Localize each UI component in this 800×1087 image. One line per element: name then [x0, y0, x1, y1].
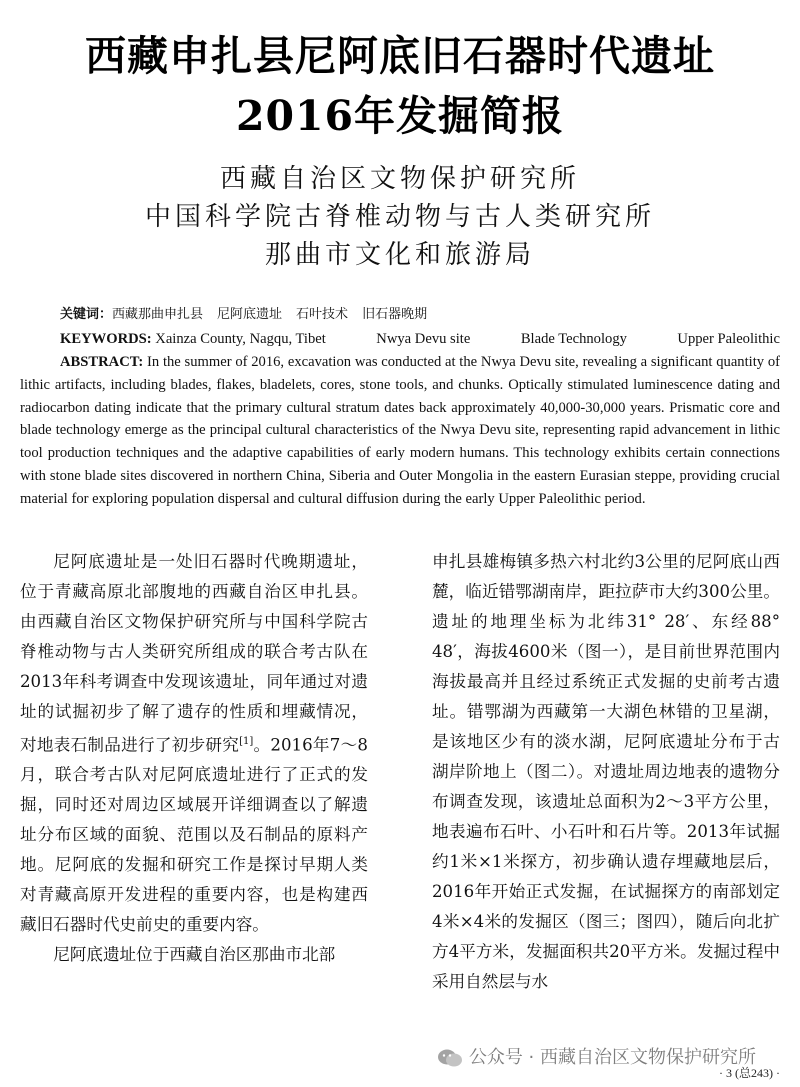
body-paragraph	[20, 547, 368, 941]
abstract-label: ABSTRACT:	[60, 354, 144, 370]
body-paragraph	[20, 940, 368, 970]
body-paragraph	[432, 547, 780, 997]
keywords-zh-label: 关键词：	[60, 307, 113, 322]
page-footer	[20, 1041, 780, 1081]
title-line-2: 2016年发掘简报	[235, 92, 565, 140]
keywords-en-label: KEYWORDS:	[60, 331, 152, 347]
keyword-en-item: Nwya Devu site	[376, 331, 471, 347]
keyword-zh-item: 尼阿底遗址	[217, 307, 283, 322]
abstract	[20, 351, 780, 511]
page-number: · 3 (总243) ·	[719, 1066, 780, 1080]
keywords-english	[20, 328, 780, 350]
body-text: 。2016年7～8月，联合考古队对尼阿底遗址进行了正式的发掘，同时还对周边区域展开详细调查以了解遗址分布区域的面貌、范围以及石制品的原料产地。尼阿底的发掘和研究工作是探讨早期人类对青藏高原开发进程的重要内容，也是构建西藏旧石器时代史前史的重要内容。	[20, 735, 368, 935]
keyword-en-first	[60, 328, 326, 350]
paper-title	[20, 0, 780, 146]
institution-3: 那曲市文化和旅游局	[264, 240, 535, 270]
body-text: 尼阿底遗址是一处旧石器时代晚期遗址，位于青藏高原北部腹地的西藏自治区申扎县。由西藏自治区文物保护研究所与中国科学院古脊椎动物与古人类研究所组成的联合考古队在2013年科考调查中发现该遗址，同年通过对遗址的试掘初步了解了遗存的性质和埋藏情况，对地表石制品进行了初步研究	[20, 551, 368, 755]
keywords-chinese	[20, 304, 780, 326]
wechat-icon	[437, 1048, 463, 1068]
title-line-1: 西藏申扎县尼阿底旧石器时代遗址	[85, 32, 715, 80]
watermark	[437, 1043, 756, 1069]
author-institutions	[20, 160, 780, 274]
keyword-en-item: Upper Paleolithic	[677, 331, 780, 347]
institution-1: 西藏自治区文物保护研究所	[219, 164, 580, 194]
keyword-zh-item: 西藏那曲申扎县	[112, 307, 204, 322]
keyword-en-item: Blade Technology	[520, 331, 627, 347]
body-text: 申扎县雄梅镇多热六村北约3公里的尼阿底山西麓，临近错鄂湖南岸，距拉萨市大约300公里。遗址的地理坐标为北纬31° 28′、东经88° 48′，海拔4600米（图一），是目前世界范围内海拔最高并且经过系统正式发掘的史前考古遗址。错鄂湖为西藏第一大湖色林错的卫星湖，是该地区少有的淡水湖，尼阿底遗址分布于古湖岸阶地上（图二）。对遗址周边地表的遗物分布调查发现，该遗址总面积为2～3平方公里，地表遍布石叶、小石叶和石片等。2013年试掘约1米×1米探方，初步确认遗存埋藏地层后，2016年开始正式发掘，在试掘探方的南部划定4米×4米的发掘区（图三；图四），随后向北扩方4平方米，发掘面积共20平方米。发掘过程中采用自然层与水	[432, 551, 780, 991]
keyword-en-item: Xainza County, Nagqu, Tibet	[155, 331, 326, 347]
body-columns	[20, 547, 780, 1017]
watermark-text: 公众号 · 西藏自治区文物保护研究所	[468, 1047, 756, 1068]
abstract-text: In the summer of 2016, excavation was conducted at the Nwya Devu site, revealing a significant quantity of lithic artifacts, including blades, flakes, bladelets, cores, stone tools, and chunks. Optically stimulated luminescence dating and radiocarbon dating indicate that the primary cultural stratum dates back approximately 40,000-30,000 years. Prismatic core and blade technology emerge as the principal cultural characteristics of the Nwya Devu site, representing rapid advancement in lithic tool production techniques and the adaptive capabilities of early modern humans. This technology exhibits certain connections with stone blade sites discovered in northern China, Siberia and Outer Mongolia in the eastern Eurasian steppe, providing crucial material for exploring population dispersal and cultural diffusion during the early Upper Paleolithic period.	[20, 354, 780, 507]
body-column-right	[432, 547, 780, 1017]
body-text: 尼阿底遗址位于西藏自治区那曲市北部	[53, 945, 336, 965]
keyword-zh-item: 旧石器晚期	[362, 307, 428, 322]
body-column-left	[20, 547, 368, 1017]
reference-marker: [1]	[239, 735, 254, 747]
keyword-zh-item: 石叶技术	[296, 307, 349, 322]
institution-2: 中国科学院古脊椎动物与古人类研究所	[144, 202, 655, 232]
